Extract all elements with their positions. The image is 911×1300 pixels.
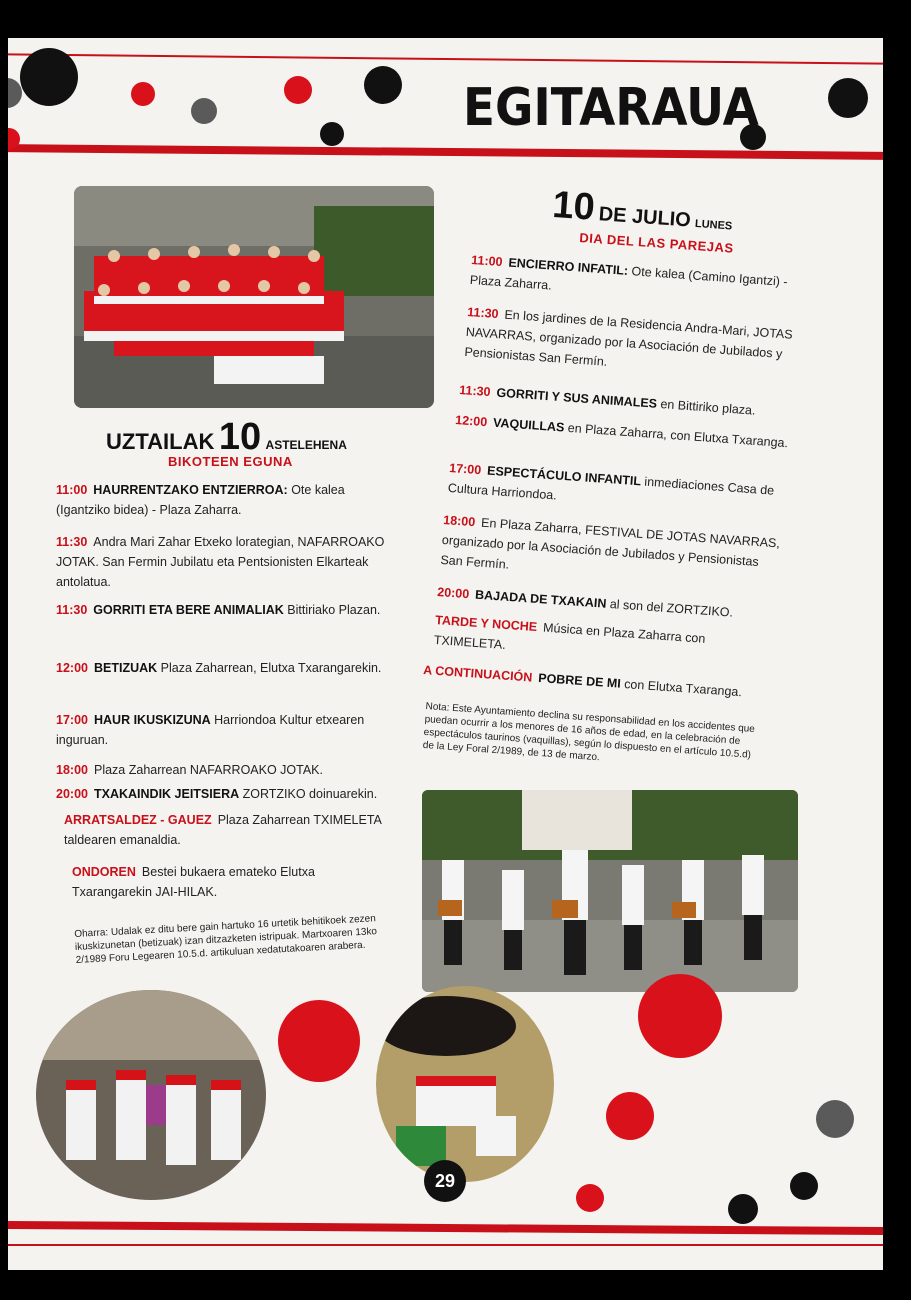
right-day-number: 10 — [551, 184, 597, 229]
right-day-weekday: LUNES — [694, 217, 733, 233]
right-note: Nota: Este Ayuntamiento declina su responsabilidad en los accidentes que puedan ocurrir a los menores de 16 años de edad, en la celebración de espectáculos taurinos (vaquillas), según lo dispuesto en el artículo 10.5.d) de la Ley Foral 2/1989, de 13 de marzo. — [422, 700, 756, 764]
page-number: 29 — [424, 1160, 466, 1202]
page-title: EGITARAUA — [463, 78, 759, 138]
right-day-subtitle: DIA DEL LAS PAREJAS — [578, 230, 735, 256]
decor-dot — [320, 122, 344, 146]
decor-dot — [638, 974, 722, 1058]
parade-photo — [36, 990, 266, 1200]
decor-dot — [278, 1000, 360, 1082]
right-event: 20:00 BAJADA DE TXAKAIN al son del ZORTZIKO. — [436, 584, 734, 620]
left-event: 17:00 HAUR IKUSKIZUNA Harriondoa Kultur etxearen inguruan. — [56, 713, 365, 747]
left-day-number: 10 — [218, 416, 262, 458]
decor-dot — [131, 82, 155, 106]
left-day-prefix: UZTAILAK — [106, 429, 215, 454]
decor-dot — [20, 48, 78, 106]
right-day-heading — [551, 184, 734, 240]
decor-dot — [284, 76, 312, 104]
decor-dot — [828, 78, 868, 118]
decor-dot — [816, 1100, 854, 1138]
left-event: 11:30 Andra Mari Zahar Etxeko lorategian, NAFARROAKO JOTAK. San Fermin Jubilatu eta Pentsionisten Elkarteak antolatua. — [56, 535, 385, 589]
left-event: 11:00 HAURRENTZAKO ENTZIERROA: Ote kalea (Igantziko bidea) - Plaza Zaharra. — [56, 483, 345, 517]
right-event: TARDE Y NOCHE Música en Plaza Zaharra con TXIMELETA. — [433, 612, 706, 652]
left-event: 12:00 BETIZUAK Plaza Zaharrean, Elutxa Txarangarekin. — [56, 661, 382, 675]
group-photo — [74, 186, 434, 408]
program-page — [8, 38, 883, 1270]
left-event: ONDOREN Bestei bukaera emateko Elutxa Txarangarekin JAI-HILAK. — [72, 865, 315, 899]
right-event: A CONTINUACIÓN POBRE DE MI con Elutxa Txaranga. — [422, 662, 743, 700]
left-event: 18:00 Plaza Zaharrean NAFARROAKO JOTAK. — [56, 763, 323, 777]
left-day-suffix: ASTELEHENA — [265, 438, 347, 452]
right-event: 17:00 ESPECTÁCULO INFANTIL inmediaciones Casa de Cultura Harriondoa. — [447, 460, 775, 503]
left-day-subtitle: BIKOTEEN EGUNA — [168, 454, 293, 469]
left-day-heading — [106, 416, 347, 459]
right-day-title: DE JULIO — [597, 203, 692, 232]
right-event: 12:00 VAQUILLAS en Plaza Zaharra, con Elutxa Txaranga. — [454, 412, 789, 451]
footer-band — [8, 1221, 883, 1235]
decor-dot — [728, 1194, 758, 1224]
right-event: 11:30 GORRITI Y SUS ANIMALES en Bittiriko plaza. — [458, 382, 756, 418]
decor-dot — [191, 98, 217, 124]
decor-dot — [790, 1172, 818, 1200]
decor-dot — [606, 1092, 654, 1140]
right-event: 18:00 En Plaza Zaharra, FESTIVAL DE JOTAS NAVARRAS, organizado por la Asociación de Jubilados y Pensionistas San Fermín. — [440, 512, 781, 572]
decor-dot — [364, 66, 402, 104]
left-event: 20:00 TXAKAINDIK JEITSIERA ZORTZIKO doinuarekin. — [56, 787, 378, 801]
drummers-photo — [422, 790, 798, 992]
left-event: ARRATSALDEZ - GAUEZ Plaza Zaharrean TXIMELETA taldearen emanaldia. — [64, 813, 382, 847]
bull-photo — [376, 986, 554, 1182]
right-event: 11:30 En los jardines de la Residencia Andra-Mari, JOTAS NAVARRAS, organizado por la Asociación de Jubilados y Pensionistas San Fermín. — [464, 304, 794, 369]
left-note: Oharra: Udalak ez ditu bere gain hartuko 16 urtetik behitikoek zezen ikuskizunetan (betizuak) izan ditzazketen istripuak. Martxoaren 13ko 2/1989 Foru Legearen 10.5.d. artikuluan xedatutakoaren arabera. — [74, 913, 378, 966]
header-thin-line — [8, 53, 883, 64]
left-event: 11:30 GORRITI ETA BERE ANIMALIAK Bittiriako Plazan. — [56, 603, 381, 617]
footer-thin-line — [8, 1244, 883, 1246]
decor-dot — [576, 1184, 604, 1212]
right-event: 11:00 ENCIERRO INFATIL: Ote kalea (Camino Igantzi) - Plaza Zaharra. — [469, 252, 789, 293]
